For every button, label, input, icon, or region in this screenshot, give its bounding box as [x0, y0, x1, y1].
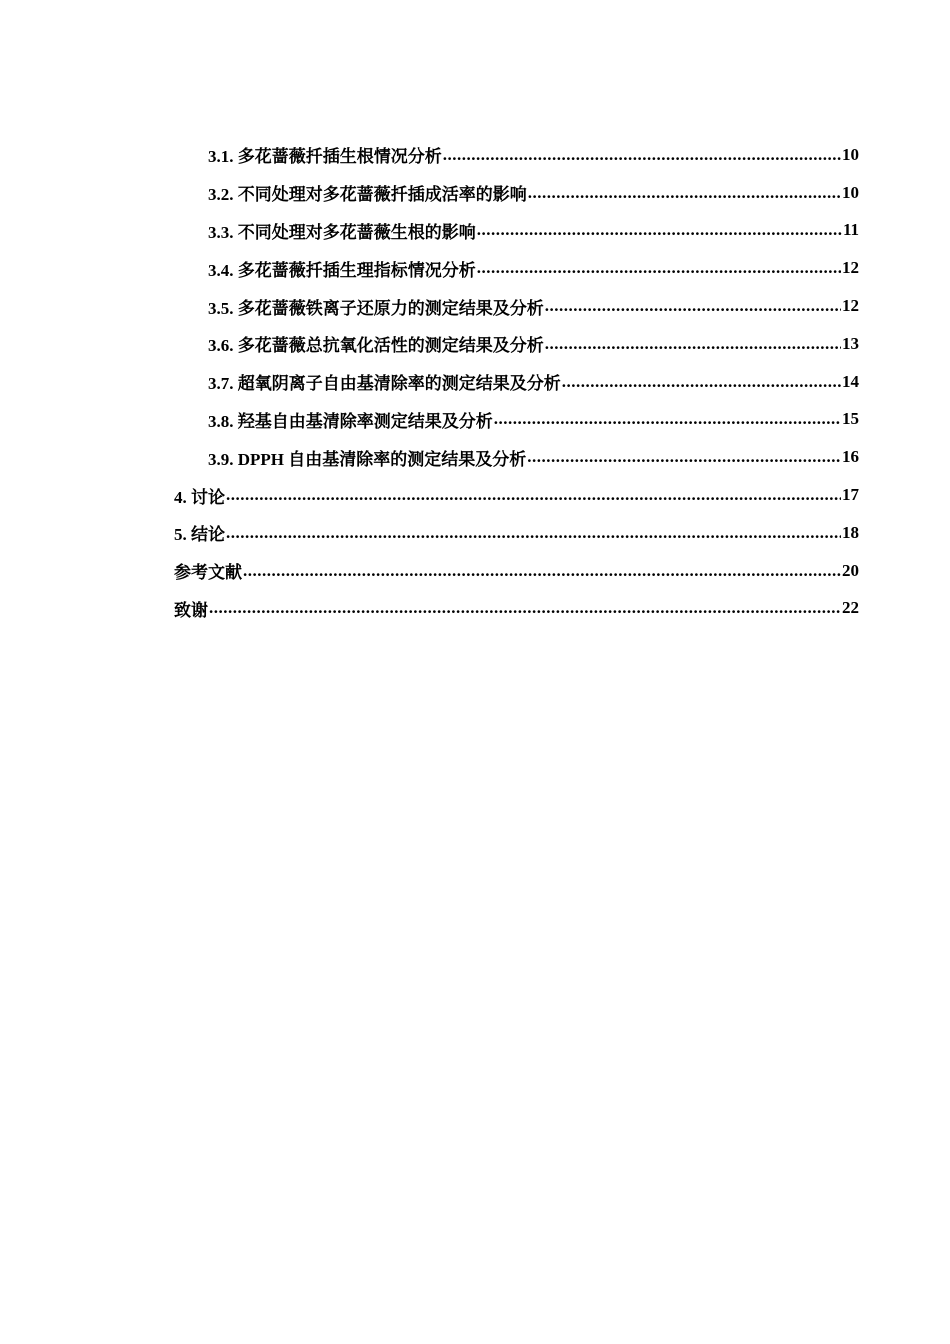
- toc-entry-3-7[interactable]: [0, 363, 950, 401]
- toc-entry-3-5[interactable]: [0, 287, 950, 325]
- toc-entry-title: 3.2. 不同处理对多花蔷薇扦插成活率的影响: [208, 185, 527, 205]
- toc-entry-title: 4. 讨论: [174, 487, 225, 507]
- toc-entry-5[interactable]: [0, 514, 950, 552]
- toc-dot-leader: [527, 447, 841, 467]
- toc-dot-leader: [243, 561, 841, 581]
- toc-entry-3-6[interactable]: [0, 325, 950, 363]
- toc-dot-leader: [528, 183, 841, 203]
- toc-dot-leader: [443, 145, 841, 165]
- toc-dot-leader: [209, 598, 841, 618]
- toc-entry-title: 3.3. 不同处理对多花蔷薇生根的影响: [208, 222, 476, 242]
- toc-entry-3-3[interactable]: [0, 212, 950, 250]
- toc-entry-3-9[interactable]: [0, 438, 950, 476]
- toc-page-number: 10: [842, 182, 859, 202]
- toc-entry-title: 参考文献: [174, 563, 242, 583]
- toc-page-number: 20: [842, 560, 859, 580]
- toc-entry-title: 3.7. 超氧阴离子自由基清除率的测定结果及分析: [208, 374, 561, 394]
- toc-page-number: 10: [842, 144, 859, 164]
- toc-dot-leader: [226, 523, 841, 543]
- toc-dot-leader: [477, 220, 842, 240]
- toc-dot-leader: [545, 334, 841, 354]
- toc-page-number: 18: [842, 522, 859, 542]
- toc-entry-4[interactable]: [0, 476, 950, 514]
- toc-entry-title: 3.9. DPPH 自由基清除率的测定结果及分析: [208, 449, 527, 469]
- toc-page-number: 12: [842, 258, 859, 278]
- toc-entry-references[interactable]: [0, 552, 950, 590]
- toc-entry-title: 3.1. 多花蔷薇扦插生根情况分析: [208, 147, 442, 167]
- toc-entry-3-8[interactable]: [0, 401, 950, 439]
- toc-page-number: 22: [842, 598, 859, 618]
- toc-page-number: 14: [842, 371, 859, 391]
- toc-entry-3-4[interactable]: [0, 249, 950, 287]
- toc-dot-leader: [494, 409, 841, 429]
- toc-entry-3-2[interactable]: [0, 174, 950, 212]
- table-of-contents: [0, 136, 950, 627]
- toc-page-number: 13: [842, 333, 859, 353]
- toc-entry-3-1[interactable]: [0, 136, 950, 174]
- toc-dot-leader: [562, 372, 841, 392]
- toc-dot-leader: [477, 258, 841, 278]
- toc-page-number: 16: [842, 447, 859, 467]
- toc-entry-acknowledgements[interactable]: [0, 590, 950, 628]
- toc-page-number: 15: [842, 409, 859, 429]
- toc-entry-title: 3.5. 多花蔷薇铁离子还原力的测定结果及分析: [208, 298, 544, 318]
- toc-dot-leader: [226, 485, 841, 505]
- toc-entry-title: 5. 结论: [174, 525, 225, 545]
- toc-entry-title: 3.8. 羟基自由基清除率测定结果及分析: [208, 411, 493, 431]
- toc-page-number: 11: [842, 220, 859, 240]
- toc-page-number: 12: [842, 296, 859, 316]
- toc-dot-leader: [545, 296, 841, 316]
- toc-entry-title: 3.4. 多花蔷薇扦插生理指标情况分析: [208, 260, 476, 280]
- toc-entry-title: 3.6. 多花蔷薇总抗氧化活性的测定结果及分析: [208, 336, 544, 356]
- toc-entry-title: 致谢: [174, 600, 208, 620]
- toc-page-number: 17: [842, 485, 859, 505]
